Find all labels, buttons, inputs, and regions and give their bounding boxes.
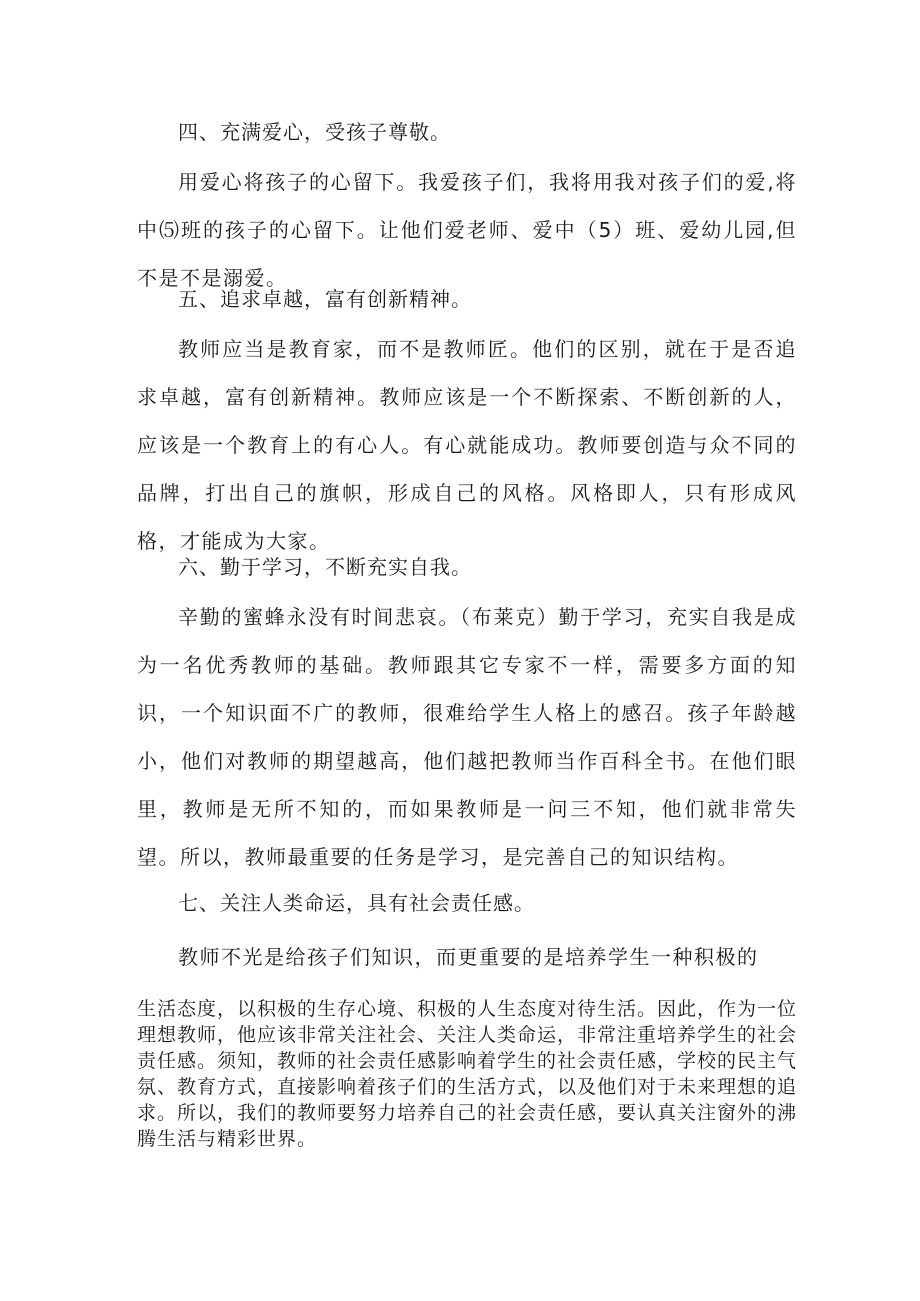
section-heading-4: 四、充满爱心，受孩子尊敬。 (178, 120, 451, 144)
paragraph: 教师不光是给孩子们知识，而更重要的是培养学生一种积极的 (178, 945, 759, 969)
section-body-4 (137, 158, 797, 302)
paragraph: 用爱心将孩子的心留下。我爱孩子们，我将用我对孩子们的爱,将中⑸班的孩子的心留下。让他们爱老师、爱中（5）班、爱幼儿园,但不是不是溺爱。 (137, 170, 797, 290)
section-body-7-continuation (137, 996, 797, 1152)
section-body-6 (137, 593, 797, 881)
section-body-7 (137, 933, 797, 981)
section-heading-5: 五、追求卓越，富有创新精神。 (178, 287, 472, 311)
section-heading-7: 七、关注人类命运，具有社会责任感。 (178, 891, 535, 915)
paragraph: 教师应当是教育家，而不是教师匠。他们的区别，就在于是否追求卓越，富有创新精神。教师应该是一个不断探索、不断创新的人，应该是一个教育上的有心人。有心就能成功。教师要创造与众不同的品牌，打出自己的旗帜，形成自己的风格。风格即人，只有形成风格，才能成为大家。 (137, 337, 797, 553)
section-heading-6: 六、勤于学习，不断充实自我。 (178, 555, 472, 579)
paragraph-continuation: 生活态度，以积极的生存心境、积极的人生态度对待生活。因此，作为一位理想教师，他应该非常关注社会、关注人类命运，非常注重培养学生的社会责任感。须知，教师的社会责任感影响着学生的社会责任感，学校的民主气氛、教育方式，直接影响着孩子们的生活方式，以及他们对于未来理想的追求。所以，我们的教师要努力培养自己的社会责任感，要认真关注窗外的沸腾生活与精彩世界。 (137, 998, 798, 1150)
paragraph: 辛勤的蜜蜂永没有时间悲哀。（布莱克）勤于学习，充实自我是成为一名优秀教师的基础。教师跟其它专家不一样，需要多方面的知识，一个知识面不广的教师，很难给学生人格上的感召。孩子年龄越小，他们对教师的期望越高，他们越把教师当作百科全书。在他们眼里，教师是无所不知的，而如果教师是一问三不知，他们就非常失望。所以，教师最重要的任务是学习，是完善自己的知识结构。 (137, 605, 797, 869)
section-body-5 (137, 325, 797, 565)
